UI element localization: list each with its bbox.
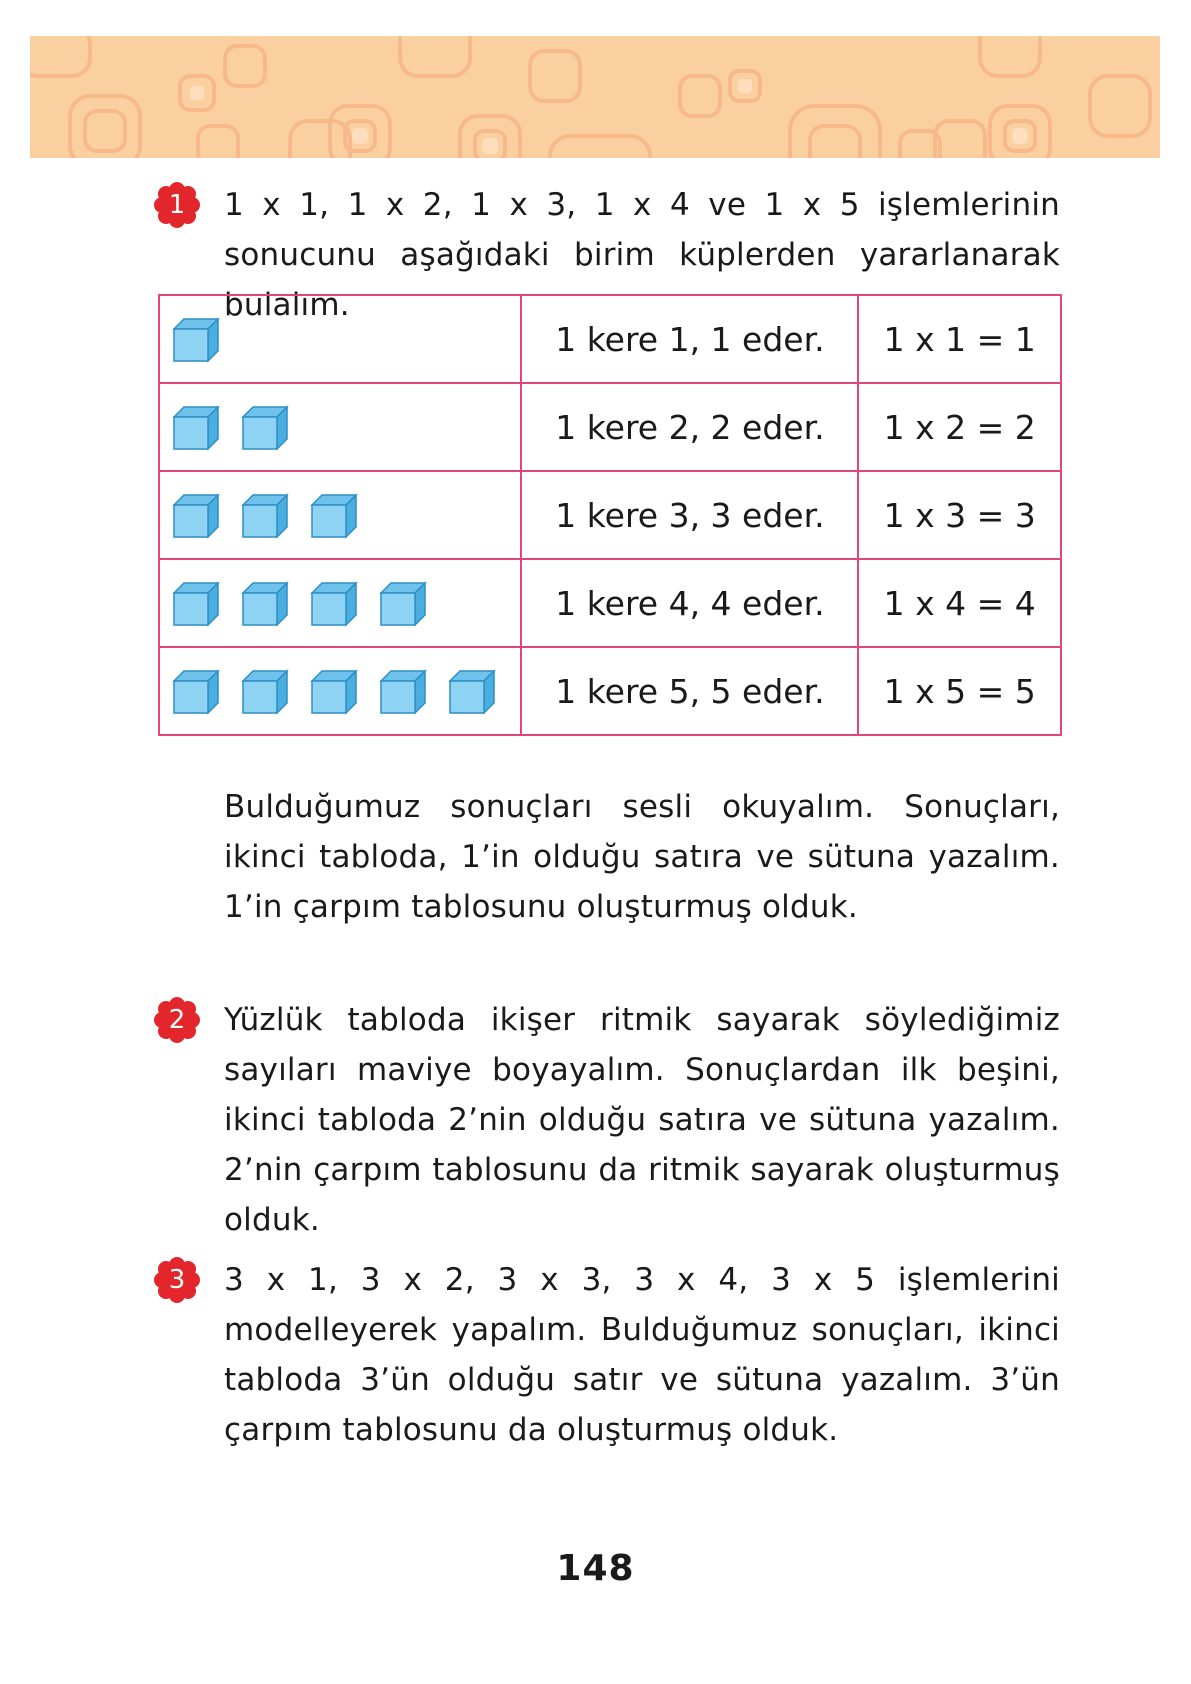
multiplication-words: 1 kere 3, 3 eder. — [521, 471, 858, 559]
multiplication-equation: 1 x 2 = 2 — [858, 383, 1061, 471]
table-row — [159, 471, 1061, 559]
unit-cubes-cell — [159, 647, 521, 735]
exercise-text: Yüzlük tabloda ikişer ritmik sayarak söylediğimiz sayıları maviye boyayalım. Sonuçlardan ilk beşini, ikinci tabloda 2’nin olduğu satıra ve sütuna yazalım. 2’nin çarpım tablosunu da ritmik sayarak oluşturmuş olduk. — [224, 1002, 1060, 1238]
unit-cube-icon — [170, 577, 222, 629]
unit-cube-icon — [239, 665, 291, 717]
multiplication-equation: 1 x 5 = 5 — [858, 647, 1061, 735]
exercise-number-badge — [154, 1257, 200, 1303]
multiplication-words: 1 kere 1, 1 eder. — [521, 295, 858, 383]
multiplication-equation: 1 x 1 = 1 — [858, 295, 1061, 383]
unit-cube-icon — [170, 401, 222, 453]
page-number: 148 — [556, 1548, 635, 1589]
exercise-text: 3 x 1, 3 x 2, 3 x 3, 3 x 4, 3 x 5 işlemlerini modelleyerek yapalım. Bulduğumuz sonuçları, ikinci tabloda 3’ün olduğu satır ve sütuna yazalım. 3’ün çarpım tablosunu da oluşturmuş olduk. — [224, 1262, 1060, 1448]
unit-cube-icon — [308, 665, 360, 717]
unit-cubes-cell — [159, 295, 521, 383]
exercise-number: 3 — [168, 1265, 186, 1295]
multiplication-equation: 1 x 4 = 4 — [858, 559, 1061, 647]
unit-cube-icon — [308, 577, 360, 629]
after-table-text: Bulduğumuz sonuçları sesli okuyalım. Sonuçları, ikinci tabloda, 1’in olduğu satıra ve sütuna yazalım. 1’in çarpım tablosunu oluşturmuş olduk. — [224, 789, 1060, 925]
table-row — [159, 295, 1061, 383]
unit-cubes-cell — [159, 383, 521, 471]
exercise-number-badge — [154, 182, 200, 228]
multiplication-table — [158, 294, 1062, 736]
unit-cube-icon — [377, 665, 429, 717]
retro-squares-pattern — [30, 36, 1160, 158]
exercise-text: 1 x 1, 1 x 2, 1 x 3, 1 x 4 ve 1 x 5 işlemlerinin sonucunu aşağıdaki birim küplerden yararlanarak bulalım. — [224, 187, 1060, 323]
exercise-number-badge — [154, 997, 200, 1043]
unit-cubes-cell — [159, 559, 521, 647]
multiplication-words: 1 kere 4, 4 eder. — [521, 559, 858, 647]
unit-cube-icon — [170, 313, 222, 365]
table-row — [159, 559, 1061, 647]
exercise-number: 2 — [168, 1005, 186, 1035]
unit-cube-icon — [170, 489, 222, 541]
decorative-header-banner — [30, 36, 1160, 158]
unit-cube-icon — [170, 665, 222, 717]
unit-cubes-cell — [159, 471, 521, 559]
table-row — [159, 647, 1061, 735]
unit-cube-icon — [308, 489, 360, 541]
unit-cube-icon — [239, 489, 291, 541]
unit-cube-icon — [239, 577, 291, 629]
exercise-number: 1 — [168, 190, 186, 220]
table-row — [159, 383, 1061, 471]
unit-cube-icon — [239, 401, 291, 453]
multiplication-words: 1 kere 2, 2 eder. — [521, 383, 858, 471]
multiplication-equation: 1 x 3 = 3 — [858, 471, 1061, 559]
multiplication-words: 1 kere 5, 5 eder. — [521, 647, 858, 735]
unit-cube-icon — [446, 665, 498, 717]
unit-cube-icon — [377, 577, 429, 629]
